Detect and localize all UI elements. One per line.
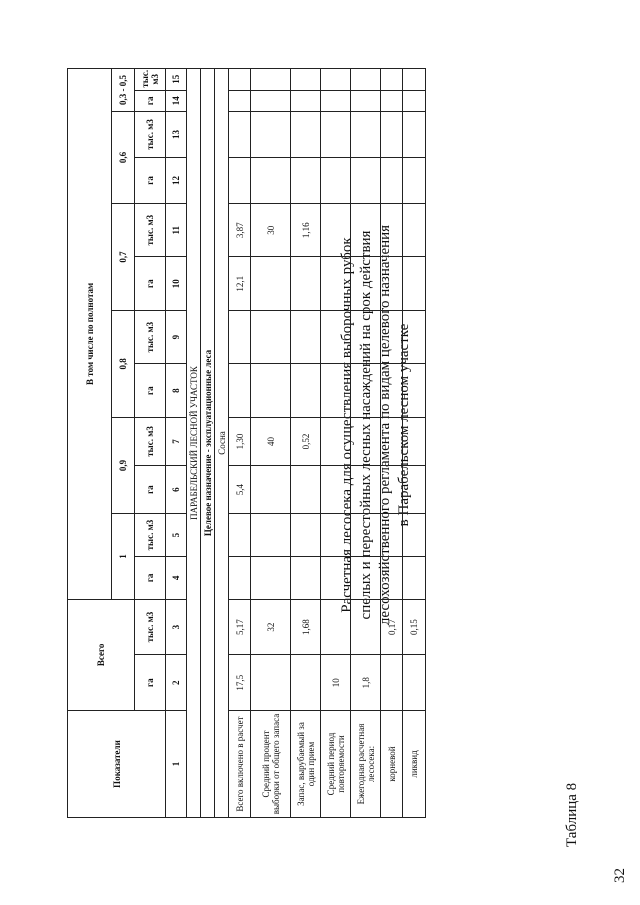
column-number: 13 — [166, 111, 187, 157]
table-row — [251, 69, 291, 818]
header-by-density: В том числе по полнотам — [68, 69, 112, 600]
column-number: 8 — [166, 364, 187, 417]
column-number: 6 — [166, 466, 187, 514]
cell: 10 — [321, 655, 351, 711]
header-density-1: 1 — [112, 514, 135, 600]
section-species: Сосна — [215, 69, 229, 818]
header-thous-m3: тыс. м3 — [135, 514, 166, 557]
header-thous-m3: тыс. м3 — [135, 599, 166, 655]
header-density-03-05: 0,3 - 0,5 — [112, 69, 135, 112]
header-ha: га — [135, 556, 166, 599]
felling-table — [67, 68, 426, 818]
row-label: ликвид — [403, 711, 426, 818]
header-total: Всего — [68, 599, 135, 710]
row-label: Запас, вырубаемый за один прием — [291, 711, 321, 818]
column-number: 7 — [166, 417, 187, 465]
cell: 1,8 — [351, 655, 381, 711]
column-number: 11 — [166, 203, 187, 256]
column-number: 4 — [166, 556, 187, 599]
header-thous-m3: тыс. м3 — [135, 69, 166, 91]
cell: 0,17 — [381, 599, 403, 655]
cell: 5,4 — [229, 466, 251, 514]
cell: 30 — [251, 203, 291, 256]
column-number: 10 — [166, 257, 187, 310]
row-label: корневой — [381, 711, 403, 818]
table-row — [291, 69, 321, 818]
cell: 0,15 — [403, 599, 426, 655]
cell: 5,17 — [229, 599, 251, 655]
column-number: 5 — [166, 514, 187, 557]
cell: 32 — [251, 599, 291, 655]
header-ha: га — [135, 364, 166, 417]
header-ha: га — [135, 466, 166, 514]
column-number: 2 — [166, 655, 187, 711]
section-purpose: Целевое назначение - эксплуатационные леса — [201, 69, 215, 818]
column-number: 1 — [166, 711, 187, 818]
row-label: Средний период повторяемости — [321, 711, 351, 818]
title-line: Расчетная лесосека для осуществления выборочных рубок — [339, 237, 355, 613]
row-label: Средний процент выборки от общего запаса — [251, 711, 291, 818]
header-ha: га — [135, 257, 166, 310]
header-density-09: 0,9 — [112, 417, 135, 513]
table-row — [321, 69, 351, 818]
cell: 17,5 — [229, 655, 251, 711]
table-row — [403, 69, 426, 818]
header-density-06: 0,6 — [112, 111, 135, 203]
section-area: ПАРАБЕЛЬСКИЙ ЛЕСНОЙ УЧАСТОК — [187, 69, 201, 818]
column-number: 15 — [166, 69, 187, 91]
column-number: 14 — [166, 90, 187, 111]
cell: 3,87 — [229, 203, 251, 256]
cell: 1,16 — [291, 203, 321, 256]
column-number: 3 — [166, 599, 187, 655]
header-ha: га — [135, 90, 166, 111]
title-line: в Парабельском лесном участке — [396, 323, 412, 527]
table-row — [381, 69, 403, 818]
header-thous-m3: тыс. м3 — [135, 310, 166, 363]
header-thous-m3: тыс. м3 — [135, 203, 166, 256]
row-label: Всего включено в расчет — [229, 711, 251, 818]
header-density-07: 0,7 — [112, 203, 135, 310]
header-thous-m3: тыс. м3 — [135, 111, 166, 157]
header-indicator: Показатели — [68, 711, 166, 818]
page-number: 32 — [612, 868, 628, 883]
cell: 40 — [251, 417, 291, 465]
table-row — [229, 69, 251, 818]
table-label: Таблица 8 — [564, 782, 580, 847]
row-label: Ежегодная расчетная лесосека: — [351, 711, 381, 818]
cell: 1,68 — [291, 599, 321, 655]
header-ha: га — [135, 655, 166, 711]
header-ha: га — [135, 157, 166, 203]
column-number: 12 — [166, 157, 187, 203]
cell: 1,30 — [229, 417, 251, 465]
cell: 12,1 — [229, 257, 251, 310]
header-density-08: 0,8 — [112, 310, 135, 417]
title-line: спелых и перестойных лесных насаждений на срок действия — [358, 230, 374, 620]
table-row — [351, 69, 381, 818]
header-thous-m3: тыс. м3 — [135, 417, 166, 465]
column-number: 9 — [166, 310, 187, 363]
title-line: лесохозяйственного регламента по видам целевого назначения — [377, 224, 393, 626]
cell: 0,52 — [291, 417, 321, 465]
